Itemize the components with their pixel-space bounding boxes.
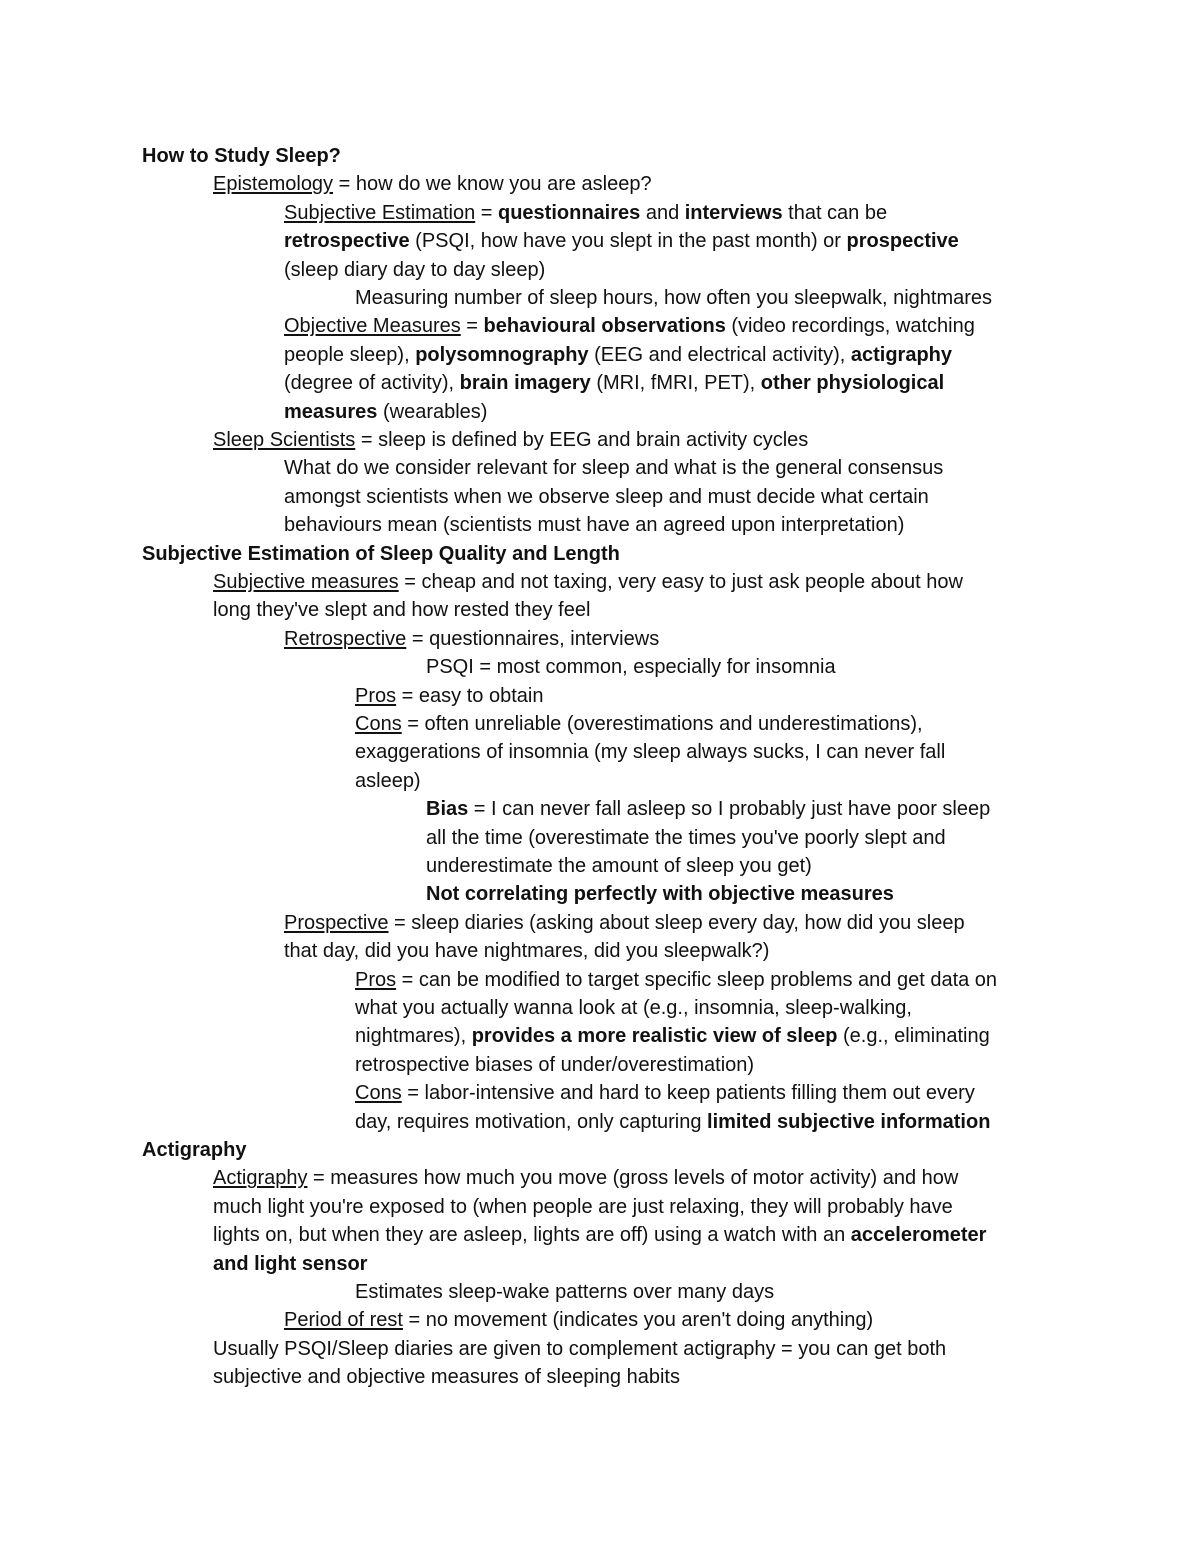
term-underlined: Epistemology bbox=[213, 173, 334, 196]
bold-text: questionnaires bbox=[498, 201, 641, 224]
term-underlined: Cons bbox=[355, 1082, 402, 1105]
text-run: what you actually wanna look at (e.g., insomnia, sleep-walking, bbox=[355, 997, 912, 1019]
text-run: = sleep diaries (asking about sleep every day, how did you sleep bbox=[388, 911, 965, 934]
note-line bbox=[426, 653, 836, 681]
bold-text: Actigraphy bbox=[142, 1139, 247, 1161]
note-line bbox=[213, 1335, 946, 1363]
note-line bbox=[284, 369, 944, 397]
term-underlined: Pros bbox=[355, 684, 397, 707]
bold-text: Subjective Estimation of Sleep Quality and Length bbox=[142, 542, 620, 565]
note-line bbox=[284, 454, 943, 482]
term-underlined: Actigraphy bbox=[213, 1167, 308, 1190]
note-line bbox=[355, 710, 923, 738]
text-run: = often unreliable (overestimations and underestimations), bbox=[401, 713, 923, 735]
text-run: Estimates sleep-wake patterns over many days bbox=[355, 1281, 775, 1303]
note-line bbox=[284, 625, 659, 653]
text-run: underestimate the amount of sleep you get) bbox=[426, 855, 812, 877]
text-run: lights on, but when they are asleep, lights are off) using a watch with an bbox=[213, 1224, 851, 1247]
text-run: = labor-intensive and hard to keep patients filling them out every bbox=[401, 1082, 975, 1105]
term-underlined: Objective Measures bbox=[284, 315, 461, 338]
bold-text: How to Study Sleep? bbox=[142, 145, 341, 167]
term-underlined: Subjective Estimation bbox=[284, 201, 476, 224]
note-line bbox=[284, 1306, 873, 1334]
text-run: that can be bbox=[782, 201, 888, 224]
text-run: = bbox=[460, 315, 484, 338]
text-run: = can be modified to target specific sleep problems and get data on bbox=[396, 968, 998, 991]
bold-text: prospective bbox=[846, 230, 959, 253]
note-line bbox=[213, 1221, 986, 1249]
text-run: behaviours mean (scientists must have an agreed upon interpretation) bbox=[284, 514, 905, 537]
note-line bbox=[355, 738, 945, 766]
text-run: retrospective biases of under/overestimation) bbox=[355, 1053, 755, 1076]
note-line bbox=[355, 284, 992, 312]
note-line bbox=[284, 398, 487, 426]
note-line bbox=[355, 767, 421, 795]
note-line bbox=[284, 312, 975, 340]
term-underlined: Period of rest bbox=[284, 1309, 403, 1332]
note-line bbox=[213, 568, 963, 596]
text-run: (EEG and electrical activity), bbox=[588, 343, 851, 366]
term-underlined: Prospective bbox=[284, 911, 389, 934]
note-line bbox=[355, 966, 997, 994]
note-line bbox=[284, 937, 769, 965]
note-line bbox=[213, 1250, 367, 1278]
note-line bbox=[426, 880, 894, 908]
note-line bbox=[355, 1051, 754, 1079]
bold-text: limited subjective information bbox=[707, 1110, 991, 1133]
note-line bbox=[355, 1108, 990, 1136]
text-run: amongst scientists when we observe sleep and must decide what certain bbox=[284, 485, 929, 508]
note-line bbox=[426, 852, 812, 880]
term-underlined: Retrospective bbox=[284, 627, 407, 650]
text-run: long they've slept and how rested they feel bbox=[213, 599, 591, 622]
bold-text: and light sensor bbox=[213, 1252, 368, 1275]
section-heading bbox=[142, 1136, 246, 1164]
text-run: exaggerations of insomnia (my sleep always sucks, I can never fall bbox=[355, 741, 946, 764]
text-run: (e.g., eliminating bbox=[837, 1025, 990, 1048]
text-run: (video recordings, watching bbox=[725, 315, 975, 338]
bold-text: Bias bbox=[426, 798, 469, 821]
text-run: (PSQI, how have you slept in the past month) or bbox=[409, 230, 847, 253]
note-line bbox=[426, 795, 990, 823]
text-run: What do we consider relevant for sleep and what is the general consensus bbox=[284, 457, 944, 480]
bold-text: measures bbox=[284, 400, 378, 423]
text-run: much light you're exposed to (when people are just relaxing, they will probably have bbox=[213, 1195, 953, 1218]
text-run: (wearables) bbox=[377, 400, 488, 423]
text-run: subjective and objective measures of sleeping habits bbox=[213, 1366, 680, 1389]
note-line bbox=[284, 909, 965, 937]
note-line bbox=[355, 1079, 975, 1107]
note-line bbox=[213, 596, 590, 624]
note-line bbox=[284, 256, 545, 284]
note-line bbox=[284, 483, 929, 511]
text-run: all the time (overestimate the times you've poorly slept and bbox=[426, 826, 946, 849]
text-run: people sleep), bbox=[284, 343, 416, 366]
note-line bbox=[355, 994, 912, 1022]
note-line bbox=[284, 199, 887, 227]
note-line bbox=[355, 682, 543, 710]
text-run: = easy to obtain bbox=[396, 684, 544, 707]
bold-text: other physiological bbox=[760, 372, 945, 395]
bold-text: actigraphy bbox=[850, 343, 953, 366]
note-line bbox=[213, 1164, 958, 1192]
text-run: = how do we know you are asleep? bbox=[333, 173, 652, 196]
text-run: and bbox=[640, 201, 685, 224]
bold-text: brain imagery bbox=[459, 372, 591, 395]
text-run: (sleep diary day to day sleep) bbox=[284, 258, 546, 281]
bold-text: behavioural observations bbox=[483, 315, 726, 338]
term-underlined: Pros bbox=[355, 968, 397, 991]
text-run: = measures how much you move (gross levels of motor activity) and how bbox=[307, 1167, 959, 1190]
text-run: nightmares), bbox=[355, 1025, 472, 1048]
bold-text: accelerometer bbox=[850, 1224, 987, 1247]
note-line bbox=[213, 1193, 953, 1221]
text-run: asleep) bbox=[355, 769, 421, 792]
term-underlined: Cons bbox=[355, 713, 402, 735]
note-line bbox=[355, 1022, 990, 1050]
text-run: Measuring number of sleep hours, how often you sleepwalk, nightmares bbox=[355, 287, 993, 309]
note-line bbox=[213, 170, 652, 198]
note-line bbox=[213, 426, 808, 454]
bold-text: Not correlating perfectly with objective measures bbox=[426, 883, 894, 906]
note-line bbox=[284, 227, 959, 255]
text-run: Usually PSQI/Sleep diaries are given to complement actigraphy = you can get both bbox=[213, 1337, 947, 1360]
note-line bbox=[355, 1278, 774, 1306]
text-run: = questionnaires, interviews bbox=[406, 627, 660, 650]
note-line bbox=[284, 511, 904, 539]
text-run: = bbox=[475, 201, 498, 224]
note-line bbox=[284, 341, 952, 369]
section-heading bbox=[142, 540, 620, 568]
text-run: (degree of activity), bbox=[284, 372, 460, 395]
text-run: (MRI, fMRI, PET), bbox=[590, 372, 761, 395]
text-run: = no movement (indicates you aren't doing anything) bbox=[402, 1309, 874, 1332]
text-run: = sleep is defined by EEG and brain activity cycles bbox=[355, 429, 809, 451]
text-run: day, requires motivation, only capturing bbox=[355, 1110, 708, 1133]
text-run: that day, did you have nightmares, did you sleepwalk?) bbox=[284, 940, 770, 963]
text-run: = I can never fall asleep so I probably just have poor sleep bbox=[468, 798, 991, 821]
term-underlined: Sleep Scientists bbox=[213, 429, 356, 451]
bold-text: interviews bbox=[684, 201, 783, 224]
bold-text: provides a more realistic view of sleep bbox=[471, 1025, 838, 1048]
text-run: PSQI = most common, especially for insomnia bbox=[426, 656, 836, 679]
bold-text: polysomnography bbox=[415, 343, 589, 366]
note-line bbox=[213, 1363, 680, 1391]
note-line bbox=[426, 824, 946, 852]
section-heading bbox=[142, 142, 341, 170]
term-underlined: Subjective measures bbox=[213, 571, 399, 593]
text-run: = cheap and not taxing, very easy to just ask people about how bbox=[398, 571, 963, 593]
bold-text: retrospective bbox=[284, 230, 410, 253]
